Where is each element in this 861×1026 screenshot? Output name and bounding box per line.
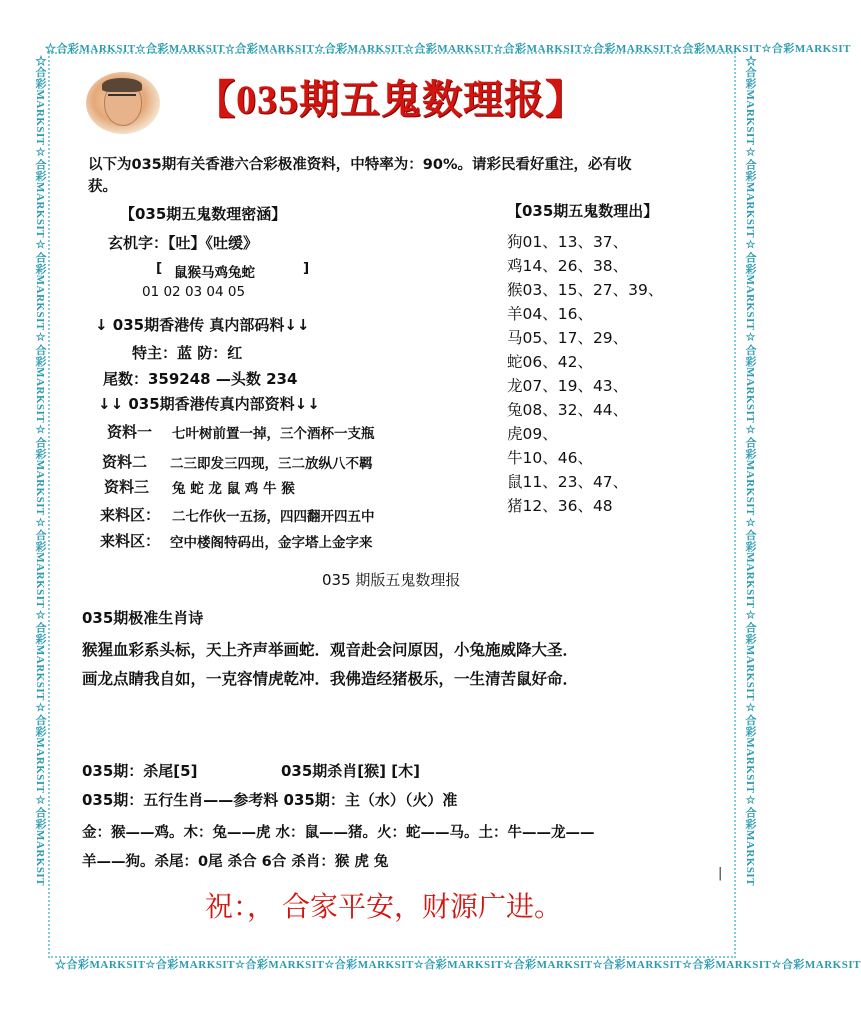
- data-row-label: 资料三: [104, 478, 150, 496]
- data-row-text: 二七作伙一五扬，四四翻开四五中: [172, 509, 375, 525]
- zodiac-number-row: 狗01、13、37、: [507, 233, 629, 251]
- zodiac-number-row: 鼠11、23、47、: [507, 473, 629, 491]
- elements-kill-line: 羊——狗。杀尾：0尾 杀合 6合 杀肖：猴 虎 兔: [82, 854, 389, 870]
- data-row-text: 兔 蛇 龙 鼠 鸡 牛 猴: [172, 481, 295, 497]
- secret-heading: 【035期五鬼数理密涵】: [120, 205, 287, 223]
- poem-line-2: 画龙点睛我自如，一克容情虎乾冲．我佛造经猪极乐，一生清苦鼠好命．: [82, 670, 579, 688]
- secret-riddle: 玄机字：【吐】《吐缓》: [108, 234, 259, 252]
- zodiac-number-row: 兔08、32、44、: [507, 401, 629, 419]
- data-row-text: 空中楼阁特码出，金字塔上金字来: [170, 535, 373, 551]
- inside1-heading: ↓ 035期香港传 真内部码料↓↓: [95, 316, 310, 334]
- zodiac-number-row: 羊04、16、: [507, 305, 593, 323]
- inside1-tail: 尾数：359248 —头数 234: [103, 370, 298, 388]
- page-title: 【035期五鬼数理报】: [195, 77, 586, 122]
- avatar: [86, 72, 160, 134]
- zodiac-number-row: 虎09、: [507, 425, 558, 443]
- right-heading: 【035期五鬼数理出】: [507, 202, 659, 220]
- inside1-special: 特主：蓝 防：红: [132, 344, 243, 362]
- intro-line-1: 以下为035期有关香港六合彩极准资料，中特率为：90%。请彩民看好重注，必有收: [88, 157, 632, 173]
- frame-top-strip: ☆合彩MARKSIT☆合彩MARKSIT☆合彩MARKSIT☆合彩MARKSIT☆合彩MARKSIT☆合彩MARKSIT☆合彩MARKSIT☆合彩MARKSIT☆合彩MARKSIT: [45, 43, 851, 55]
- inside2-heading: ↓↓ 035期香港传真内部资料↓↓: [98, 395, 320, 413]
- data-row-text: 七叶树前置一掉，三个酒杯一支瓶: [172, 426, 375, 442]
- zodiac-number-row: 龙07、19、43、: [507, 377, 629, 395]
- zodiac-number-row: 牛10、46、: [507, 449, 593, 467]
- zodiac-number-row: 猴03、15、27、39、: [507, 281, 664, 299]
- data-row-label: 来料区：: [100, 506, 161, 524]
- kill-tail: 035期：杀尾[5]: [82, 762, 198, 780]
- data-row-label: 资料一: [107, 423, 153, 441]
- frame-right-strip: ☆合彩MARKSIT☆合彩MARKSIT☆合彩MARKSIT☆合彩MARKSIT☆合彩MARKSIT☆合彩MARKSIT☆合彩MARKSIT☆合彩MARKSIT☆合彩MARKSIT: [744, 55, 756, 887]
- poem-heading: 035期极准生肖诗: [82, 609, 204, 627]
- zodiac-number-row: 蛇06、42、: [507, 353, 593, 371]
- small-mark: |: [718, 866, 723, 881]
- edition-subtitle: 035 期版五鬼数理报: [322, 571, 461, 589]
- poem-line-1: 猴猩血彩系头标，天上齐声举画蛇．观音赴会问原因，小兔施威降大圣．: [82, 641, 579, 659]
- five-elements-line: 035期：五行生肖——参考料 035期：主（水）（火）准: [82, 791, 458, 809]
- blessing: 祝：， 合家平安，财源广进。: [205, 892, 563, 923]
- data-row-label: 来料区：: [100, 532, 161, 550]
- data-row-text: 二三即发三四现，三二放纵八不羁: [170, 456, 373, 472]
- elements-mapping-line: 金：猴——鸡。木：兔——虎 水：鼠——猪。火：蛇——马。土：牛——龙——: [82, 825, 595, 841]
- intro-line-2: 获。: [88, 179, 117, 195]
- zodiac-bracket-close: ]: [303, 260, 310, 276]
- zodiac-number-row: 鸡14、26、38、: [507, 257, 629, 275]
- kill-zodiac: 035期杀肖[猴] [木]: [281, 762, 420, 780]
- zodiac-bracket-open: [: [156, 260, 163, 276]
- frame-left-strip: ☆合彩MARKSIT☆合彩MARKSIT☆合彩MARKSIT☆合彩MARKSIT☆合彩MARKSIT☆合彩MARKSIT☆合彩MARKSIT☆合彩MARKSIT☆合彩MARKSIT: [34, 55, 46, 887]
- zodiac-number-row: 马05、17、29、: [507, 329, 629, 347]
- data-row-label: 资料二: [102, 453, 148, 471]
- secret-zodiac: 鼠猴马鸡兔蛇: [174, 265, 255, 281]
- zodiac-number-row: 猪12、36、48: [507, 497, 613, 515]
- frame-bottom-strip: ☆合彩MARKSIT☆合彩MARKSIT☆合彩MARKSIT☆合彩MARKSIT☆合彩MARKSIT☆合彩MARKSIT☆合彩MARKSIT☆合彩MARKSIT☆合彩MARKSIT: [55, 959, 861, 971]
- secret-numbers: 01 02 03 04 05: [142, 284, 246, 300]
